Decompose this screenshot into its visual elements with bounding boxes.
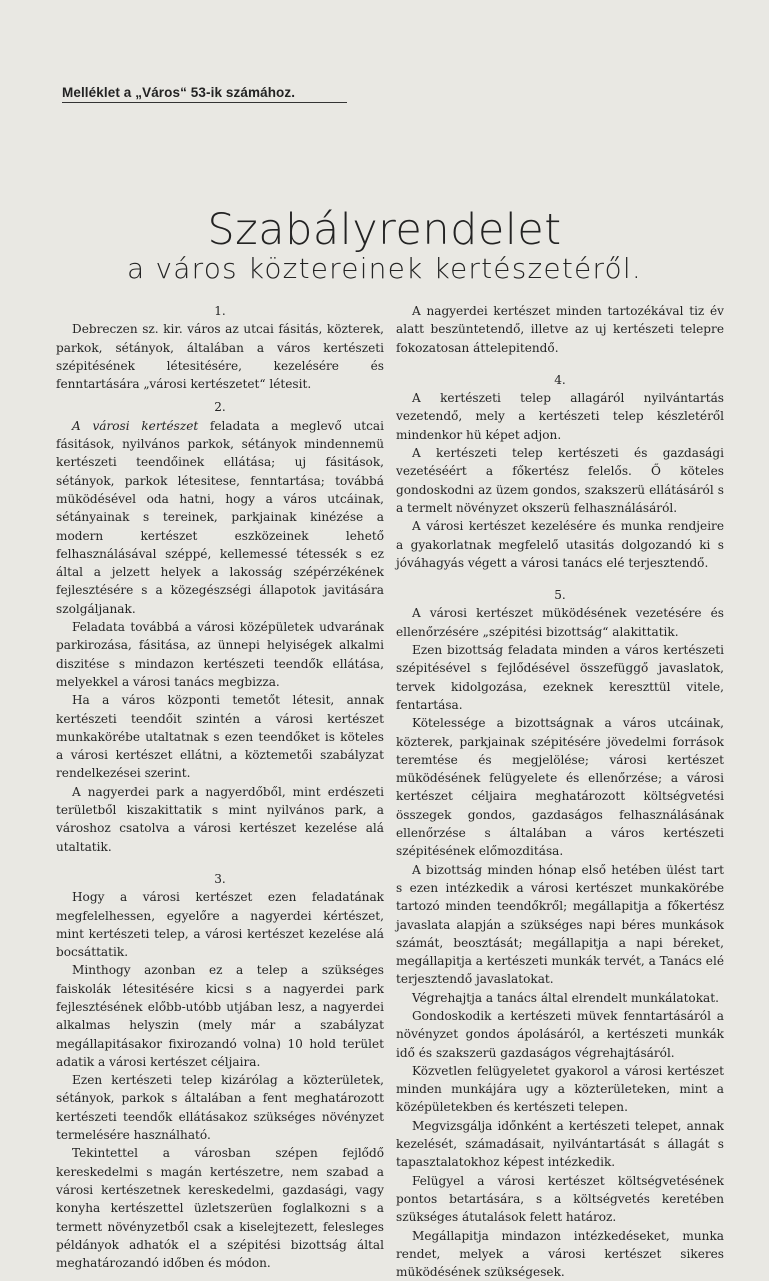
supplement-note: Melléklet a „Város“ 53-ik számához.	[62, 84, 347, 103]
emphasized-term: A városi kertészet	[72, 418, 199, 433]
document-title: Szabályrendelet	[207, 205, 562, 255]
paragraph: A kertészeti telep allagáról nyilvántartás vezetendő, mely a kertészeti telep készletéről mindenkor hü képet adjon.	[396, 391, 724, 442]
section-number: 5.	[554, 588, 566, 603]
paragraph	[56, 417, 384, 618]
paragraph: A városi kertészet kezelésére és munka rendjeire a gyakorlatnak megfelelő utasitás dolgozandó ki s jóváhagyás végett a városi tanács elé terjesztendő.	[396, 519, 724, 570]
paragraph: Ezen kertészeti telep kizárólag a közterületek, sétányok, parkok s általában a fent meghatározott kertészeti teendők ellátásakoz szükséges növényzet termelésére használható.	[56, 1073, 384, 1143]
paragraph: Végrehajtja a tanács által elrendelt munkálatokat.	[412, 990, 719, 1005]
paragraph: Kötelessége a bizottságnak a város utcáinak, közterek, parkjainak szépitésére jövedelmi források teremtése és megjelölése; városi kertészet müködésének felügyelete és ellenőrzése; a városi kertészet céljaira meghatározott költségvetési összegek gondos, gazdaságos felhasználásának ellenőrzése s általában a város kertészeti szépitésének előmozditása.	[396, 716, 724, 859]
paragraph-text: feladata a meglevő utcai fásitások, nyilvános parkok, sétányok mindennemü kertészeti teendőinek ellátása; uj fásitások, sétányok, parkok létesitese, fenntartása; továbbá müködésével oda hatni, hogy a város utcáinak, sétányainak s tereinek, parkjainak kinézése a modern kertészet eszközeinek lehető felhasználásával széppé, kellemessé tétessék s ez által a jelzett helyek a lakosság szépérzékének fejlesztésére s a közegészségi állapotok javitására szolgáljanak.	[56, 418, 385, 616]
paragraph: A kertészeti telep kertészeti és gazdasági vezetéséért a főkertész felelős. Ő köteles gondoskodni az üzem gondos, szakszerü ellátásáról s a termelt növényzet okszerü felhasználásáról.	[396, 446, 724, 515]
section-number: 4.	[554, 372, 566, 387]
paragraph: Hogy a városi kertészet ezen feladatának megfelelhessen, egyelőre a nagyerdei kértészet, mint kertészeti telep, a városi kertészet kezelése alá bocsáttatik.	[56, 890, 384, 960]
paragraph: Megvizsgálja időnként a kertészeti telepet, annak kezelését, számadásait, nyilvántartását s állagát s tapasztalatokhoz képest intézkedik.	[396, 1118, 724, 1170]
left-column	[56, 302, 385, 1271]
paragraph: Közvetlen felügyeletet gyakorol a városi kertészet minden munkájára ugy a közterületeken, mint a középületekben és kertészeti telepen.	[396, 1063, 724, 1115]
section-number: 1.	[214, 304, 226, 318]
document-subtitle: a város köztereinek kertészetéről.	[127, 252, 642, 285]
paragraph: A városi kertészet müködésének vezetésére és ellenőrzésére „szépitési bizottság“ alakittatik.	[396, 606, 724, 639]
paragraph: A nagyerdei kertészet minden tartozékával tiz év alatt beszüntetendő, illetve az uj kertészeti telepre fokozatosan áttelepitendő.	[396, 304, 724, 355]
paragraph: Felügyel a városi kertészet költségvetésének pontos betartására, s a költségvetés keretében szükséges átutalások felett határoz.	[396, 1173, 724, 1225]
paragraph: Tekintettel a városban szépen fejlődő kereskedelmi s magán kertészetre, nem szabad a városi kertészetnek kereskedelmi, gazdasági, vagy konyha kertészettel üzletszerüen foglalkozni s a termett növényzetből csak a kiselejtezett, felesleges példányok adhatók el a szépitési bizottság által meghatározandó időben és módon.	[56, 1146, 384, 1271]
paragraph: Ha a város központi temetőt létesit, annak kertészeti teendőit szintén a városi kertészet munkakörébe utaltatnak s ezen teendőket is köteles a városi kertészet ellátni, a köztemetői szabályzat rendelkezései szerint.	[56, 693, 384, 781]
paragraph: Feladata továbbá a városi középületek udvarának parkirozása, fásitása, az ünnepi helyiségek alkalmi diszitése s mindazon kertészeti teendők ellátása, melyekkel a városi tanács megbizza.	[56, 620, 384, 689]
paragraph: Debreczen sz. kir. város az utcai fásitás, közterek, parkok, sétányok, általában a város kertészeti szépitésének létesitésére, kezelésére és fenntartására „városi kertészetet“ létesit.	[56, 322, 384, 392]
paragraph: Minthogy azonban ez a telep a szükséges faiskolák létesitésére kicsi s a nagyerdei park fejlesztésének előbb-utóbb utjában lesz, a nagyerdei alkalmas helyszin (mely már a szabályzat megállapitásakor fixirozandó volna) 10 hold terület adatik a városi kertészet céljaira.	[56, 963, 384, 1069]
paragraph: A nagyerdei park a nagyerdőből, mint erdészeti területből kiszakittatik s mint nyilvános park, a városhoz csatolva a városi kertészet kezelése alá utaltatik.	[56, 784, 384, 854]
paragraph: Ezen bizottság feladata minden a város kertészeti szépitésével s fejlődésével összefüggő javaslatok, tervek kidolgozása, ezeknek kereszttül vitele, fentartása.	[396, 643, 724, 712]
paragraph: Megállapitja mindazon intézkedéseket, munka rendet, melyek a városi kertészet sikeres müködésének szükségesek.	[396, 1228, 724, 1280]
section-number: 2.	[214, 400, 226, 415]
paragraph: Gondoskodik a kertészeti müvek fenntartásáról a növényzet gondos ápolásáról, a kertészeti munkák idő és szakszerü gazdaságos végrehajtásáról.	[396, 1008, 724, 1060]
right-column	[396, 302, 724, 1280]
section-number: 3.	[214, 871, 226, 886]
paragraph: A bizottság minden hónap első hetében ülést tart s ezen intézkedik a városi kertészet munkakörébe tartozó minden teendőkről; megállapitja a főkertész javaslata alapján a szükséges napi béres munkások számát, beosztását; megállapitja a napi béreket, megállapitja a kertészeti munkák tervét, a Tanács elé terjesztendő javaslatokat.	[396, 862, 724, 987]
